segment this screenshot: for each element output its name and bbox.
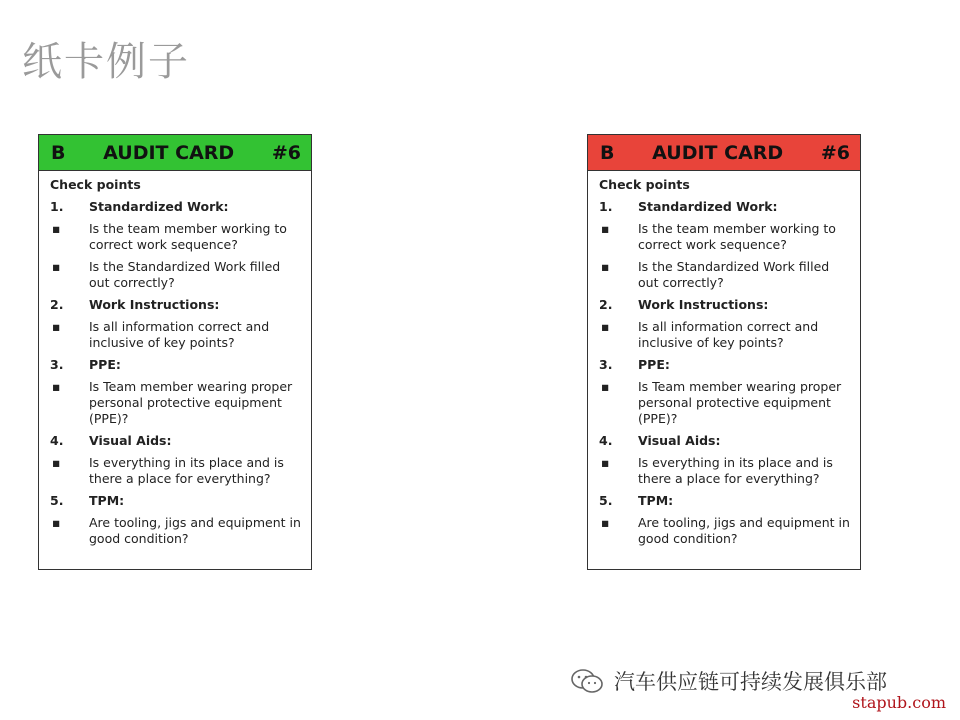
checkpoint-item [50,319,301,351]
checkpoint-section [599,493,850,509]
section-number: 5. [599,493,613,508]
footer-text: 汽车供应链可持续发展俱乐部 [614,670,887,694]
checkpoint-section [599,433,850,449]
slide-title: 纸卡例子 [22,39,190,85]
bullet-icon: ▪ [52,455,61,470]
bullet-icon: ▪ [52,319,61,334]
checkpoint-question: Are tooling, jigs and equipment in good condition? [638,515,850,546]
checkpoints-label: Check points [599,177,690,192]
card-number: #6 [271,141,301,164]
checkpoint-item [599,259,850,291]
audit-card-green [38,134,312,570]
checkpoint-section [50,297,301,313]
checkpoint-question: Is everything in its place and is there a place for everything? [89,455,284,486]
card-letter: B [51,141,66,164]
checkpoint-question: Are tooling, jigs and equipment in good condition? [89,515,301,546]
checkpoint-item [599,455,850,487]
bullet-icon: ▪ [601,455,610,470]
section-title: TPM: [638,493,674,508]
wechat-icon [570,668,604,694]
section-title: PPE: [89,357,121,372]
section-number: 3. [599,357,613,372]
checkpoints-label: Check points [50,177,141,192]
bullet-icon: ▪ [601,379,610,394]
checkpoint-question: Is the team member working to correct work sequence? [638,221,836,252]
checkpoint-question: Is the team member working to correct work sequence? [89,221,287,252]
bullet-icon: ▪ [52,259,61,274]
checkpoint-question: Is Team member wearing proper personal protective equipment (PPE)? [638,379,842,426]
section-title: Standardized Work: [89,199,229,214]
checkpoint-item [50,259,301,291]
section-title: Visual Aids: [638,433,721,448]
card-header [588,135,860,171]
checkpoint-question: Is Team member wearing proper personal protective equipment (PPE)? [89,379,293,426]
checkpoint-section [50,433,301,449]
checkpoint-item [599,319,850,351]
card-body [39,171,311,547]
checkpoint-question: Is the Standardized Work filled out correctly? [638,259,830,290]
checkpoint-question: Is all information correct and inclusive of key points? [89,319,270,350]
card-body [588,171,860,547]
section-number: 4. [50,433,64,448]
checkpoint-item [599,379,850,427]
checkpoint-item [50,515,301,547]
section-number: 2. [599,297,613,312]
bullet-icon: ▪ [601,319,610,334]
audit-card-red [587,134,861,570]
bullet-icon: ▪ [52,379,61,394]
section-number: 1. [599,199,613,214]
checkpoint-item [50,221,301,253]
checkpoint-item [599,221,850,253]
checkpoint-section [50,357,301,373]
section-title: Visual Aids: [89,433,172,448]
bullet-icon: ▪ [601,259,610,274]
checkpoint-question: Is all information correct and inclusive of key points? [638,319,819,350]
section-number: 2. [50,297,64,312]
section-number: 4. [599,433,613,448]
checkpoint-item [599,515,850,547]
site-url[interactable]: stapub.com [852,693,946,712]
bullet-icon: ▪ [52,221,61,236]
checkpoint-item [50,455,301,487]
checkpoint-item [50,379,301,427]
card-letter: B [600,141,615,164]
section-title: Standardized Work: [638,199,778,214]
card-name: AUDIT CARD [652,141,784,164]
checkpoint-section [50,493,301,509]
checkpoint-section [599,199,850,215]
section-number: 5. [50,493,64,508]
checkpoint-section [50,199,301,215]
card-number: #6 [820,141,850,164]
card-header [39,135,311,171]
section-number: 1. [50,199,64,214]
bullet-icon: ▪ [52,515,61,530]
section-title: TPM: [89,493,125,508]
bullet-icon: ▪ [601,221,610,236]
checkpoint-question: Is the Standardized Work filled out correctly? [89,259,281,290]
bullet-icon: ▪ [601,515,610,530]
checkpoint-question: Is everything in its place and is there a place for everything? [638,455,833,486]
checkpoint-section [599,297,850,313]
checkpoint-section [599,357,850,373]
section-title: Work Instructions: [89,297,220,312]
section-title: PPE: [638,357,670,372]
section-title: Work Instructions: [638,297,769,312]
footer-brand [570,666,887,696]
card-name: AUDIT CARD [103,141,235,164]
section-number: 3. [50,357,64,372]
